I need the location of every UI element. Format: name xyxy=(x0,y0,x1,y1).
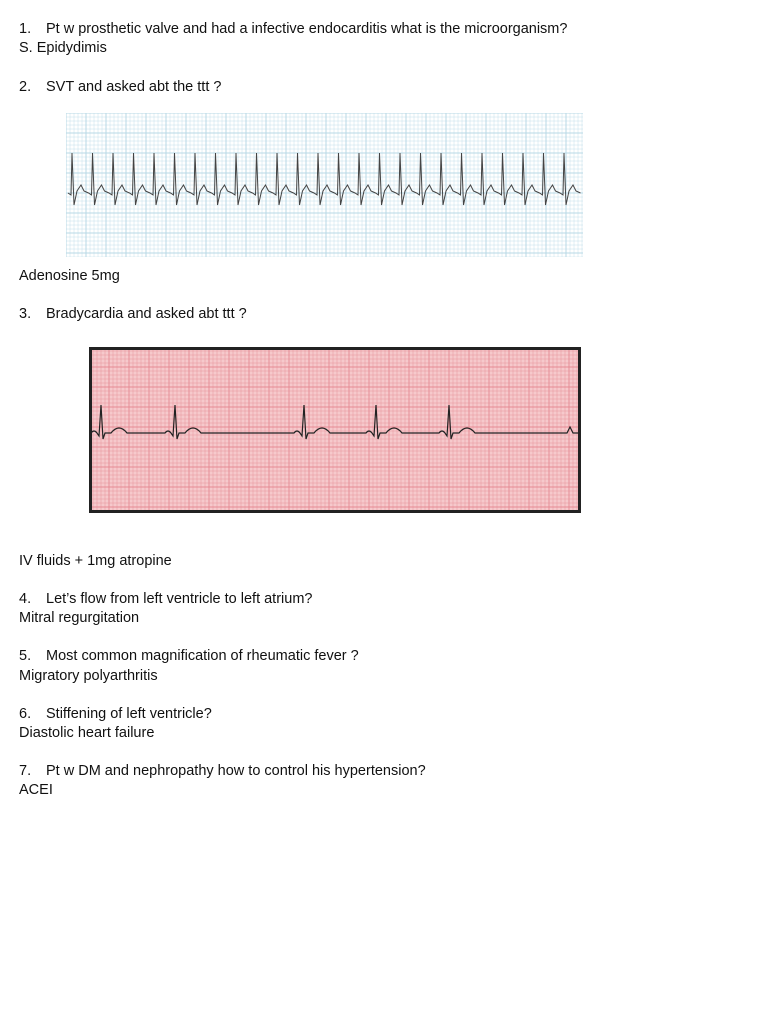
question-text: Pt w prosthetic valve and had a infective endocarditis what is the microorganism? xyxy=(46,21,568,37)
question-text: SVT and asked abt the ttt ? xyxy=(46,79,222,95)
answer-5: Migratory polyarthritis xyxy=(19,668,158,684)
question-2 xyxy=(19,78,221,96)
answer-4: Mitral regurgitation xyxy=(19,610,140,626)
question-text: Most common magnification of rheumatic fever ? xyxy=(46,648,359,664)
ecg-grid xyxy=(66,113,583,257)
question-text: Stiffening of left ventricle? xyxy=(46,706,212,722)
question-number: 5. xyxy=(19,648,32,664)
svt-ecg-strip xyxy=(66,113,583,257)
question-5 xyxy=(19,647,359,665)
question-text: Bradycardia and asked abt ttt ? xyxy=(46,306,247,322)
question-number: 7. xyxy=(19,763,32,779)
question-1 xyxy=(19,20,567,38)
question-4 xyxy=(19,590,312,608)
question-number: 3. xyxy=(19,306,32,322)
question-text: Let’s flow from left ventricle to left atrium? xyxy=(46,591,313,607)
question-number: 4. xyxy=(19,591,32,607)
answer-7: ACEI xyxy=(19,782,53,798)
bradycardia-ecg-strip xyxy=(89,347,581,513)
question-6 xyxy=(19,705,212,723)
question-text: Pt w DM and nephropathy how to control his hypertension? xyxy=(46,763,426,779)
question-7 xyxy=(19,762,426,780)
question-number: 2. xyxy=(19,79,32,95)
answer-2: Adenosine 5mg xyxy=(19,268,120,284)
question-number: 6. xyxy=(19,706,32,722)
question-3 xyxy=(19,305,247,323)
ecg-background xyxy=(89,347,581,513)
answer-3: IV fluids + 1mg atropine xyxy=(19,553,172,569)
answer-6: Diastolic heart failure xyxy=(19,725,155,741)
question-number: 1. xyxy=(19,21,32,37)
answer-1: S. Epidydimis xyxy=(19,40,107,56)
